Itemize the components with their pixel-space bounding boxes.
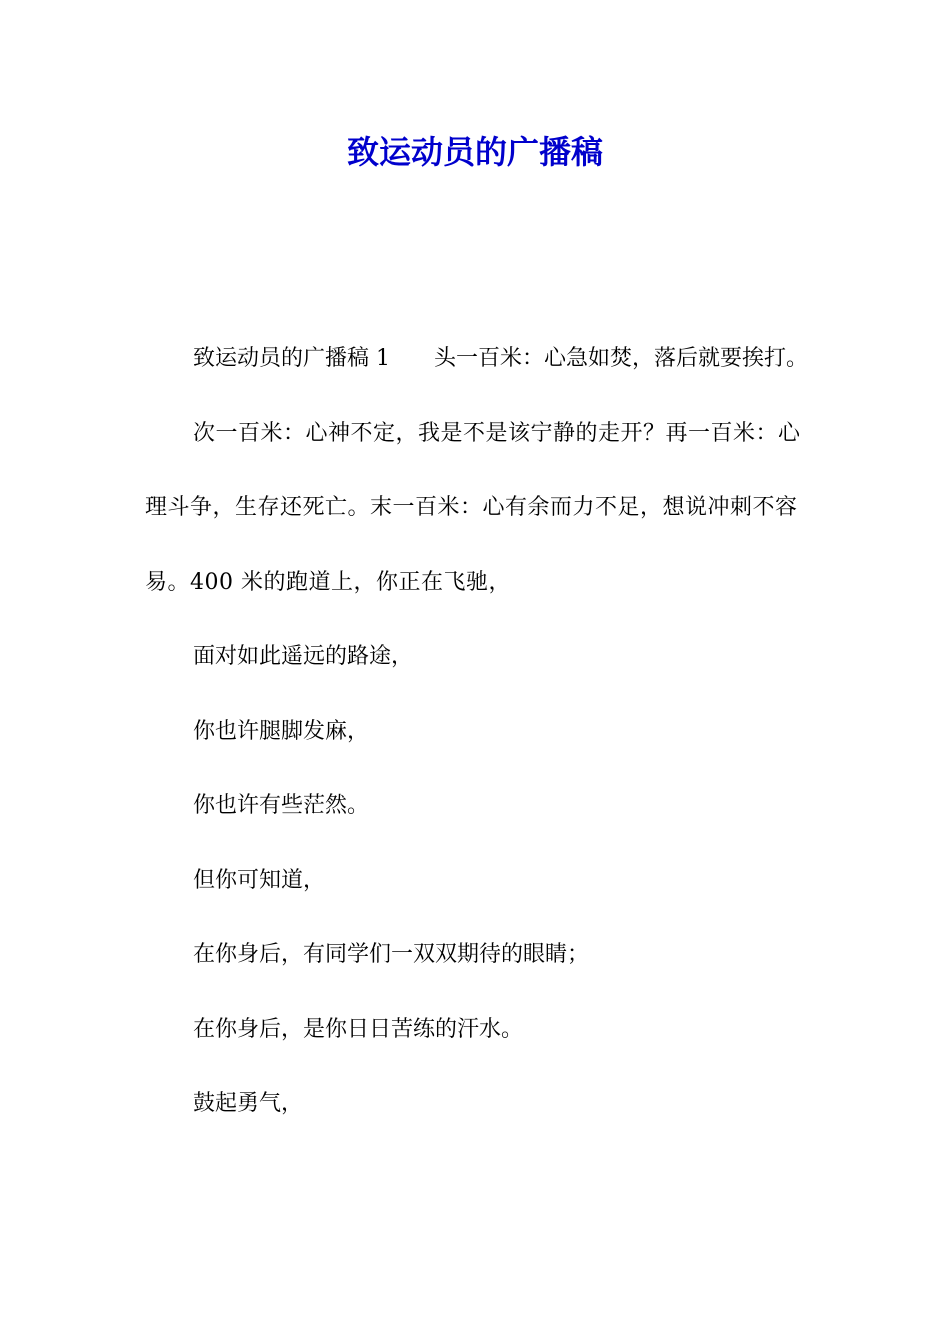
paragraph: 次一百米：心神不定，我是不是该宁静的走开？再一百米：心理斗争，生存还死亡。末一百米：心有余而力不足，想说冲刺不容易。400 米的跑道上，你正在飞驰，: [145, 420, 801, 595]
paragraph: 你也许腿脚发麻，: [193, 718, 370, 744]
paragraph: 鼓起勇气，: [193, 1091, 304, 1116]
paragraph: 致运动员的广播稿 1 头一百米：心急如焚，落后就要挨打。: [193, 346, 808, 371]
document-body: [145, 322, 817, 1142]
paragraph: 但你可知道，: [193, 867, 326, 893]
paragraph: 在你身后，是你日日苦练的汗水。: [193, 1016, 524, 1042]
paragraph: 面对如此遥远的路途，: [193, 644, 414, 669]
paragraph: 你也许有些茫然。: [193, 793, 370, 818]
paragraph: 在你身后，有同学们一双双期待的眼睛；: [193, 942, 590, 967]
document-title: 致运动员的广播稿: [346, 133, 603, 171]
